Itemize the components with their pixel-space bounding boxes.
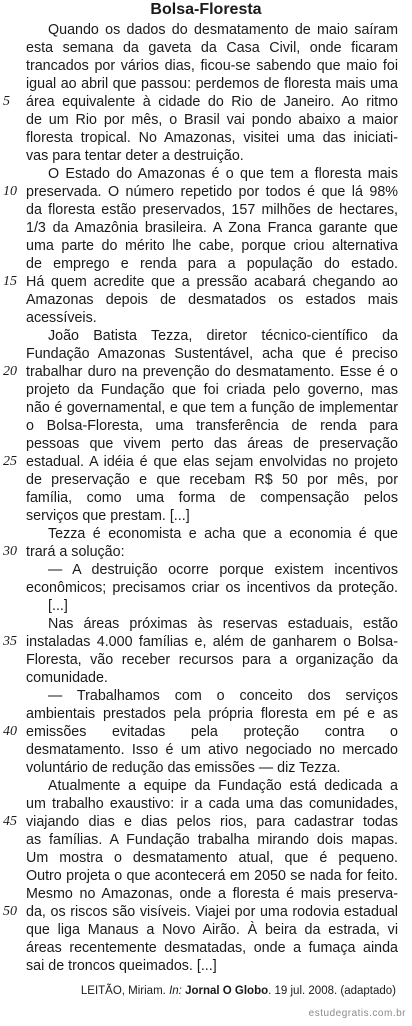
watermark: estudegratis.com.br bbox=[308, 1008, 406, 1019]
text-line: as famílias. A Fundação trabalha mirando dois mapas. bbox=[26, 832, 398, 848]
text-line: desmatamento. Isso é um ativo negociado no mercado bbox=[26, 742, 398, 758]
line-number: 30 bbox=[3, 544, 17, 559]
text-line: comunidade. bbox=[26, 670, 108, 686]
citation-author: LEITÃO, Miriam. bbox=[80, 985, 166, 997]
text-line: Fundação Amazonas Sustentável, acha que é preciso bbox=[26, 346, 398, 362]
text-line: Mesmo no Amazonas, onde a floresta é mais preserva- bbox=[26, 886, 398, 902]
text-line: instaladas 4.000 famílias e, além de ganharem o Bolsa- bbox=[26, 634, 398, 650]
text-line: da floresta estão preservados, 157 milhões de hectares, bbox=[26, 202, 398, 218]
text-line: econômicos; precisamos criar os incentivos da proteção. bbox=[26, 580, 398, 596]
line-number: 40 bbox=[3, 724, 17, 739]
text-line: igual ao abril que passou: perdemos de floresta mais uma bbox=[26, 76, 398, 92]
citation-date: . 19 jul. 2008. (adaptado) bbox=[268, 985, 396, 997]
text-line: viajando dias e dias pelos rios, para cadastrar todas bbox=[26, 814, 398, 830]
text-line: Atualmente a equipe da Fundação está dedicada a bbox=[48, 778, 398, 794]
source-citation bbox=[81, 983, 396, 999]
text-line: Um mostra o desmatamento atual, que é pequeno. bbox=[26, 850, 398, 866]
text-line: floresta tropical. No Amazonas, visitei uma das iniciati- bbox=[26, 130, 398, 146]
line-number: 15 bbox=[3, 274, 17, 289]
article-title: Bolsa-Floresta bbox=[150, 1, 262, 18]
text-line: não é governamental, e que tem a função de implementar bbox=[26, 400, 398, 416]
text-line: — A destruição ocorre porque existem incentivos bbox=[48, 562, 398, 578]
text-line: trabalhar duro na prevenção do desmatamento. Esse é o bbox=[26, 364, 398, 380]
text-line: trancados por vários dias, ficou-se sabendo que maio foi bbox=[26, 58, 398, 74]
text-line: de um Rio por mês, o Brasil vai pondo abaixo a maior bbox=[26, 112, 398, 128]
text-line: — Trabalhamos com o conceito dos serviços bbox=[48, 688, 398, 704]
text-line: Há quem acredite que a pressão acabará chegando ao bbox=[26, 274, 398, 290]
text-line: preservada. O número repetido por todos é que lá 98% bbox=[26, 184, 398, 200]
text-line: ambientais prestados pela própria floresta em pé e as bbox=[26, 706, 398, 722]
text-line: Floresta, vão receber recursos para a organização da bbox=[26, 652, 398, 668]
text-line: voluntário de redução das emissões — diz Tezza. bbox=[26, 760, 341, 776]
text-line: João Batista Tezza, diretor técnico-científico da bbox=[48, 328, 398, 344]
text-line: serviços que prestam. [...] bbox=[26, 508, 190, 524]
text-line: 1/3 da Amazônia brasileira. A Zona Franca garante que bbox=[26, 220, 398, 236]
text-line: Outro projeta o que acontecerá em 2050 se nada for feito. bbox=[26, 868, 398, 884]
text-line: Nas áreas próximas às reservas estaduais, estão bbox=[48, 616, 398, 632]
text-line: da, os riscos são visíveis. Viajei por uma rodovia estadual bbox=[26, 904, 398, 920]
text-line: estadual. A idéia é que elas sejam envolvidas no projeto bbox=[26, 454, 398, 470]
text-line: de emprego e renda para a população do estado. bbox=[26, 256, 398, 272]
text-line: Tezza é economista e acha que a economia é que bbox=[48, 526, 398, 542]
text-line: sai de troncos queimados. [...] bbox=[26, 958, 217, 974]
text-line: esta semana da gaveta da Casa Civil, onde ficaram bbox=[26, 40, 398, 56]
text-line: áreas recentemente desmatadas, onde a fumaça ainda bbox=[26, 940, 398, 956]
citation-in-label: In: bbox=[169, 985, 182, 997]
citation-journal: Jornal O Globo bbox=[185, 985, 269, 997]
text-line: acessíveis. bbox=[26, 310, 97, 326]
text-line: um trabalho exaustivo: ir a cada uma das comunidades, bbox=[26, 796, 398, 812]
line-number: 25 bbox=[3, 454, 17, 469]
line-number: 20 bbox=[3, 364, 17, 379]
line-number: 45 bbox=[3, 814, 17, 829]
text-line: de preservação e que recebam R$ 50 por mês, por bbox=[26, 472, 398, 488]
text-line: o Bolsa-Floresta, uma transferência de renda para bbox=[26, 418, 398, 434]
text-line: família, como uma forma de compensação pelos bbox=[26, 490, 398, 506]
text-line: uma parte do mérito lhe cabe, porque criou alternativa bbox=[26, 238, 398, 254]
text-line: pessoas que vivem perto das áreas de preservação bbox=[26, 436, 398, 452]
line-number: 10 bbox=[3, 184, 17, 199]
text-line: área equivalente à cidade do Rio de Janeiro. Ao ritmo bbox=[26, 94, 398, 110]
line-number: 35 bbox=[3, 634, 17, 649]
text-line: [...] bbox=[48, 598, 68, 614]
line-number: 5 bbox=[3, 94, 10, 109]
line-number: 50 bbox=[3, 904, 17, 919]
text-line: projeto da Fundação que foi criada pelo governo, mas bbox=[26, 382, 398, 398]
text-line: vas para tentar deter a destruição. bbox=[26, 148, 244, 164]
text-line: trará a solução: bbox=[26, 544, 125, 560]
text-line: que liga Manaus a Novo Airão. À beira da estrada, vi bbox=[26, 922, 398, 938]
text-line: emissões evitadas pela proteção contra o bbox=[26, 724, 398, 740]
text-line: Quando os dados do desmatamento de maio saíram bbox=[48, 22, 398, 38]
text-line: Amazonas depois de desmatados os estados mais bbox=[26, 292, 398, 308]
text-line: O Estado do Amazonas é o que tem a floresta mais bbox=[48, 166, 398, 182]
